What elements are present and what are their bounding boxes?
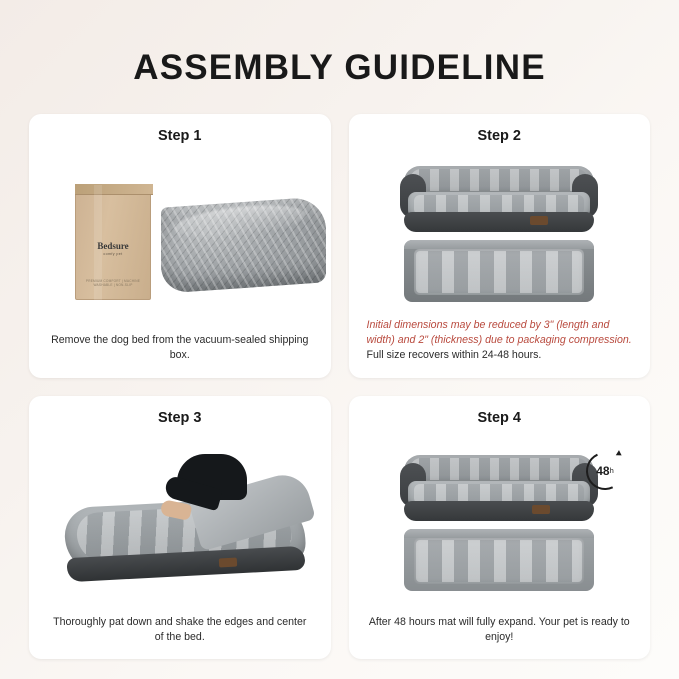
clock-hours-value: 48 xyxy=(596,463,610,478)
box-brand-tagline: comfy pet xyxy=(103,251,123,256)
step-4-caption: After 48 hours mat will fully expand. Your pet is ready to enjoy! xyxy=(368,615,630,643)
brand-tag xyxy=(530,216,548,225)
vacuum-sealed-bed-icon xyxy=(161,202,326,288)
step-1-illustration xyxy=(43,150,317,333)
step-card-2 xyxy=(349,114,651,378)
step-2-caption-highlight: Initial dimensions may be reduced by 3" (length and width) and 2" (thickness) due to packaging compression. xyxy=(366,319,632,347)
bed-base xyxy=(404,501,594,521)
step-3-illustration xyxy=(43,432,317,615)
compressed-bed-top-view-icon xyxy=(404,240,594,302)
brand-tag xyxy=(532,505,550,514)
bed-backrest-texture xyxy=(410,458,588,480)
shipping-box-icon xyxy=(75,184,151,300)
step-2-caption xyxy=(363,318,637,365)
step-card-3 xyxy=(29,396,331,660)
expanded-bed-side-view-icon xyxy=(404,455,594,521)
box-lid xyxy=(75,184,153,195)
expanded-bed-top-view-icon xyxy=(404,529,594,591)
bed-backrest-texture xyxy=(410,169,588,191)
steps-grid xyxy=(26,114,653,659)
clock-label xyxy=(582,448,628,494)
compressed-bed-side-view-icon xyxy=(404,166,594,232)
page-title: ASSEMBLY GUIDELINE xyxy=(133,48,546,87)
mat-top-band xyxy=(404,240,594,249)
bed-base xyxy=(404,212,594,232)
48-hour-timer-icon xyxy=(582,448,628,494)
box-footer-text: PREMIUM COMFORT | MACHINE WASHABLE | NON-SLIP xyxy=(85,278,141,287)
step-2-caption-rest: Full size recovers within 24-48 hours. xyxy=(366,349,542,362)
step-1-label: Step 1 xyxy=(157,128,202,144)
step-card-1 xyxy=(29,114,331,378)
step-4-illustration xyxy=(363,432,637,615)
box-brand-name: Bedsure xyxy=(97,240,129,251)
mat-top-band xyxy=(404,529,594,538)
brand-tag xyxy=(219,558,237,568)
step-3-label: Step 3 xyxy=(157,409,202,426)
person-icon xyxy=(161,454,257,538)
clock-hours-unit: h xyxy=(609,466,614,475)
step-2-illustration xyxy=(363,150,637,318)
step-2-label: Step 2 xyxy=(477,128,521,144)
step-3-caption: Thoroughly pat down and shake the edges and center of the bed. xyxy=(53,615,307,643)
step-4-label: Step 4 xyxy=(477,409,521,426)
step-card-4 xyxy=(349,396,651,660)
mat-ribs xyxy=(416,251,582,293)
step-1-caption: Remove the dog bed from the vacuum-sealed shipping box. xyxy=(51,334,309,362)
mat-ribs xyxy=(416,540,582,582)
